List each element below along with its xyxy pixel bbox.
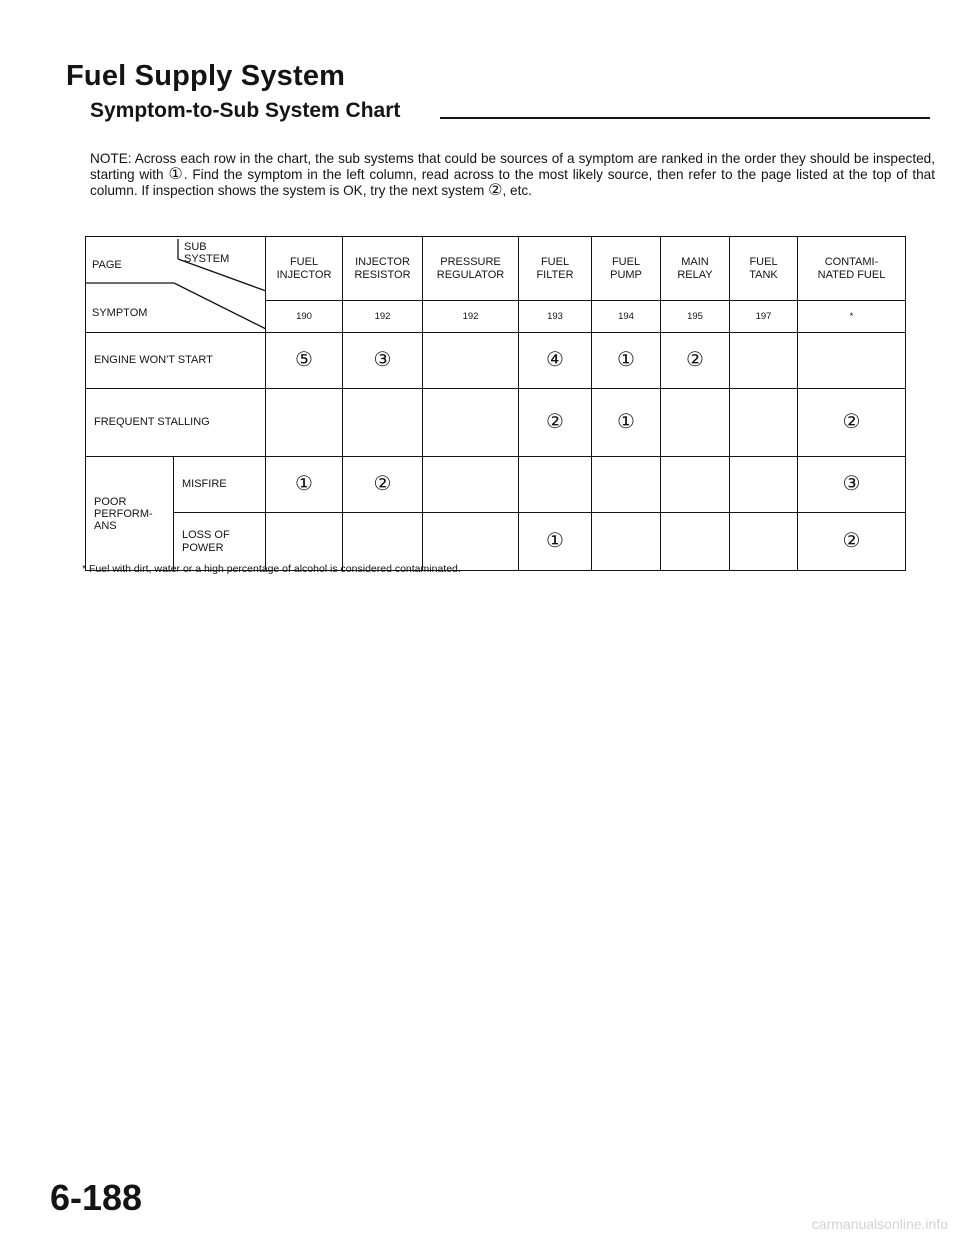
rank-cell xyxy=(661,457,730,513)
rank-cell xyxy=(423,389,519,457)
rank-cell xyxy=(423,457,519,513)
symptom-label: ENGINE WON'T START xyxy=(86,333,266,389)
column-header-6: FUEL TANK xyxy=(730,237,798,301)
rank-cell: ① xyxy=(519,513,592,571)
footnote: * Fuel with dirt, water or a high percentage of alcohol is considered contaminated. xyxy=(82,563,461,575)
rank-cell: ② xyxy=(661,333,730,389)
rank-cell: ② xyxy=(798,389,906,457)
column-page-2: 192 xyxy=(423,301,519,333)
column-page-7: * xyxy=(798,301,906,333)
column-page-1: 192 xyxy=(343,301,423,333)
rank-cell xyxy=(730,389,798,457)
column-page-0: 190 xyxy=(266,301,343,333)
rank-cell: ② xyxy=(798,513,906,571)
rank-cell: ① xyxy=(266,457,343,513)
column-header-7: CONTAMI- NATED FUEL xyxy=(798,237,906,301)
rank-cell xyxy=(343,389,423,457)
symptom-row xyxy=(86,457,906,513)
rank-cell xyxy=(423,513,519,571)
note-paragraph xyxy=(90,151,935,199)
column-header-0: FUEL INJECTOR xyxy=(266,237,343,301)
column-page-5: 195 xyxy=(661,301,730,333)
symptom-chart-table xyxy=(85,236,906,571)
watermark: carmanualsonline.info xyxy=(811,1216,948,1232)
rank-cell xyxy=(519,457,592,513)
symptom-row xyxy=(86,513,906,571)
rank-cell: ③ xyxy=(798,457,906,513)
corner-page-label: PAGE xyxy=(92,259,122,271)
header-row xyxy=(86,237,906,301)
rank-cell: ④ xyxy=(519,333,592,389)
column-header-5: MAIN RELAY xyxy=(661,237,730,301)
column-page-3: 193 xyxy=(519,301,592,333)
rank-cell: ③ xyxy=(343,333,423,389)
column-page-4: 194 xyxy=(592,301,661,333)
rank-cell xyxy=(730,457,798,513)
corner-sub-system-label: SUB SYSTEM xyxy=(184,241,230,265)
rank-cell xyxy=(661,389,730,457)
rank-cell xyxy=(266,513,343,571)
chart-body xyxy=(86,237,906,571)
column-header-1: INJECTOR RESISTOR xyxy=(343,237,423,301)
subtitle-row xyxy=(90,99,930,135)
circled-one-symbol: ① xyxy=(168,166,184,183)
symptom-row xyxy=(86,389,906,457)
symptom-label: MISFIRE xyxy=(174,457,266,513)
column-header-4: FUEL PUMP xyxy=(592,237,661,301)
rank-cell xyxy=(343,513,423,571)
rank-cell xyxy=(730,333,798,389)
note-text-1: NOTE: Across each row in the chart, the sub systems that could be sources of a symptom are ranked in the order they should be inspected, starting with xyxy=(90,151,935,182)
symptom-row xyxy=(86,333,906,389)
column-page-6: 197 xyxy=(730,301,798,333)
subtitle-rule xyxy=(440,117,930,119)
rank-cell: ① xyxy=(592,333,661,389)
column-header-3: FUEL FILTER xyxy=(519,237,592,301)
rank-cell: ① xyxy=(592,389,661,457)
note-text-2: . Find the symptom in the left column, read across to the most likely source, then refer to the page listed at the top of that column. If inspection shows the system is OK, try the next system xyxy=(90,167,936,198)
corner-cell xyxy=(86,237,266,333)
rank-cell xyxy=(730,513,798,571)
circled-two-symbol: ② xyxy=(488,182,503,199)
note-text-3: , etc. xyxy=(502,183,532,198)
symptom-group-label: POOR PERFORM- ANS xyxy=(86,457,174,571)
symptom-label: FREQUENT STALLING xyxy=(86,389,266,457)
rank-cell xyxy=(592,513,661,571)
rank-cell: ② xyxy=(343,457,423,513)
rank-cell xyxy=(592,457,661,513)
rank-cell xyxy=(798,333,906,389)
rank-cell: ⑤ xyxy=(266,333,343,389)
rank-cell xyxy=(266,389,343,457)
page-title: Fuel Supply System xyxy=(66,60,346,92)
symptom-label: LOSS OF POWER xyxy=(174,513,266,571)
rank-cell: ② xyxy=(519,389,592,457)
rank-cell xyxy=(661,513,730,571)
rank-cell xyxy=(423,333,519,389)
page-number: 6-188 xyxy=(50,1177,143,1218)
chart-subtitle: Symptom-to-Sub System Chart xyxy=(90,99,401,122)
corner-symptom-label: SYMPTOM xyxy=(92,307,148,319)
column-header-2: PRESSURE REGULATOR xyxy=(423,237,519,301)
